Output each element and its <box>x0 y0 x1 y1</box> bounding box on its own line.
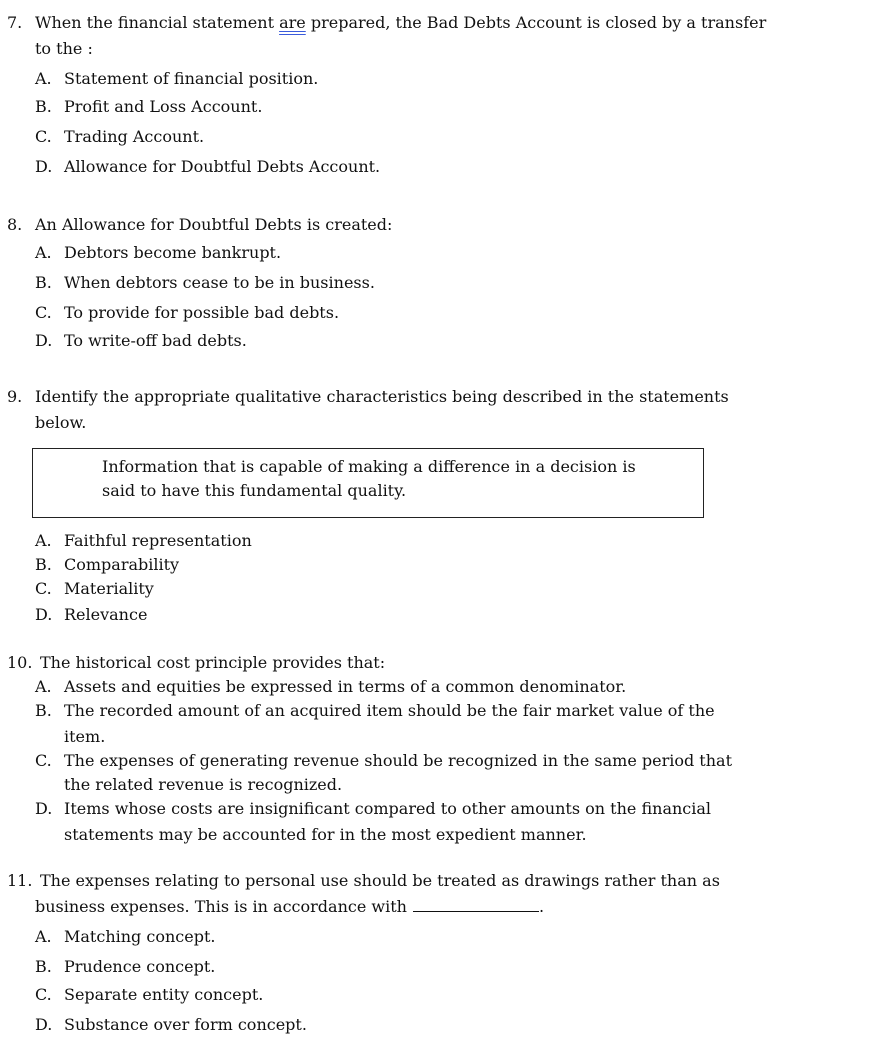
q9-option-text: Relevance <box>64 605 148 624</box>
question-10-text: The historical cost principle provides that: <box>40 653 386 672</box>
question-8-number: 8. <box>7 215 23 234</box>
q11-option-text: Prudence concept. <box>64 957 216 976</box>
q10-option-letter: D. <box>35 799 53 818</box>
q9-option-letter: A. <box>35 531 52 550</box>
q8-option-text: Debtors become bankrupt. <box>64 243 282 262</box>
question-8-text: An Allowance for Doubtful Debts is created: <box>35 215 393 234</box>
question-11-text-cont <box>35 897 544 917</box>
q9-option-letter: D. <box>35 605 53 624</box>
question-11-text-cont-words: business expenses. This is in accordance with <box>35 897 407 916</box>
q7-option-letter: C. <box>35 127 52 146</box>
q10-option-letter: B. <box>35 701 52 720</box>
q9-option-text: Faithful representation <box>64 531 252 550</box>
q9-option-text: Comparability <box>64 555 180 574</box>
answer-blank <box>413 897 539 912</box>
q10-option-text-cont: statements may be accounted for in the most expedient manner. <box>64 825 587 844</box>
q9-option-letter: B. <box>35 555 52 574</box>
q11-option-letter: A. <box>35 927 52 946</box>
q7-option-text: Statement of financial position. <box>64 69 319 88</box>
question-11-text: The expenses relating to personal use should be treated as drawings rather than as <box>40 871 720 890</box>
question-7-text-cont: to the : <box>35 39 93 58</box>
question-10-number: 10. <box>7 653 33 672</box>
question-7-number: 7. <box>7 13 23 32</box>
question-11-number: 11. <box>7 871 33 890</box>
question-7-text-before: When the financial statement <box>35 13 274 32</box>
q10-option-text: Items whose costs are insignificant compared to other amounts on the financial <box>64 799 712 818</box>
q7-option-text: Profit and Loss Account. <box>64 97 263 116</box>
q10-option-text-cont: item. <box>64 727 106 746</box>
q8-option-letter: A. <box>35 243 52 262</box>
q8-option-text: To provide for possible bad debts. <box>64 303 340 322</box>
q10-option-text: The expenses of generating revenue should be recognized in the same period that <box>64 751 733 770</box>
q11-option-letter: C. <box>35 985 52 1004</box>
q7-option-letter: B. <box>35 97 52 116</box>
q8-option-letter: C. <box>35 303 52 322</box>
q11-option-letter: B. <box>35 957 52 976</box>
q10-option-text-cont: the related revenue is recognized. <box>64 775 343 794</box>
q11-option-letter: D. <box>35 1015 53 1034</box>
q11-option-text: Substance over form concept. <box>64 1015 307 1034</box>
q10-option-text: Assets and equities be expressed in terms of a common denominator. <box>64 677 627 696</box>
q10-option-letter: A. <box>35 677 52 696</box>
statement-line-1: Information that is capable of making a difference in a decision is <box>102 457 636 476</box>
q8-option-letter: D. <box>35 331 53 350</box>
q11-option-text: Matching concept. <box>64 927 216 946</box>
q10-option-letter: C. <box>35 751 52 770</box>
q7-option-text: Trading Account. <box>64 127 205 146</box>
q7-option-letter: A. <box>35 69 52 88</box>
question-9-text-cont: below. <box>35 413 87 432</box>
question-7-text-after: prepared, the Bad Debts Account is closed by a transfer <box>310 13 767 32</box>
q8-option-letter: B. <box>35 273 52 292</box>
question-7-text <box>35 13 766 33</box>
question-11-text-end: . <box>538 897 545 916</box>
q7-option-text: Allowance for Doubtful Debts Account. <box>64 157 381 176</box>
q7-option-letter: D. <box>35 157 53 176</box>
q10-option-text: The recorded amount of an acquired item should be the fair market value of the <box>64 701 715 720</box>
grammar-flag-word[interactable]: are <box>279 13 306 32</box>
q8-option-text: To write-off bad debts. <box>64 331 247 350</box>
question-9-number: 9. <box>7 387 23 406</box>
question-9-text: Identify the appropriate qualitative characteristics being described in the statements <box>35 387 729 406</box>
q11-option-text: Separate entity concept. <box>64 985 264 1004</box>
q8-option-text: When debtors cease to be in business. <box>64 273 375 292</box>
statement-line-2: said to have this fundamental quality. <box>102 481 407 500</box>
q9-option-letter: C. <box>35 579 52 598</box>
q9-option-text: Materiality <box>64 579 154 598</box>
